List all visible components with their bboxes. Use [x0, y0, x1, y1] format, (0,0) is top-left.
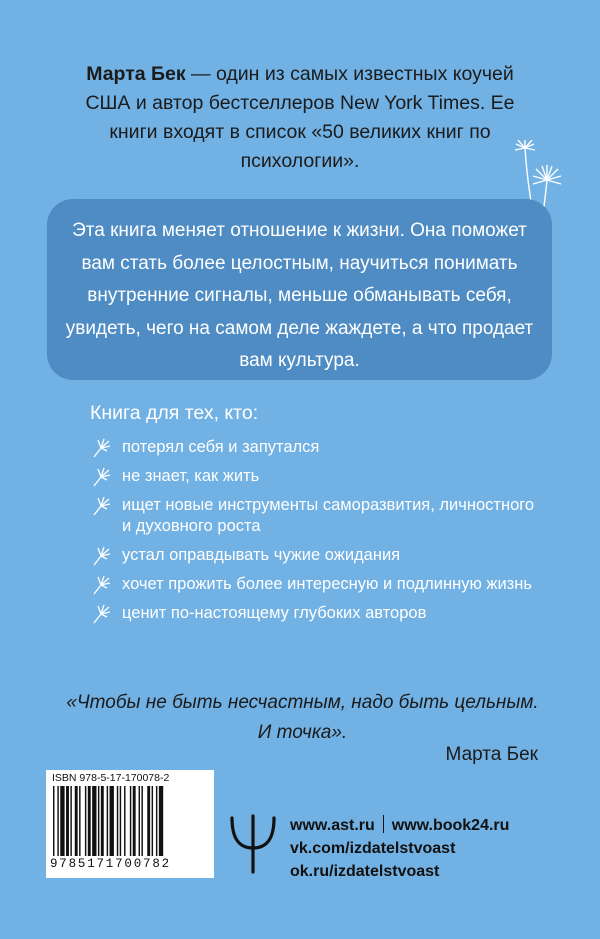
psi-logo-icon: [228, 812, 278, 874]
list-item: [90, 545, 540, 566]
barcode-icon: [50, 786, 210, 856]
barcode-bar: [92, 786, 96, 856]
barcode-bar: [60, 786, 64, 856]
barcode-bar: [85, 786, 86, 856]
dandelion-seed-icon: [90, 466, 112, 488]
quote-author: Марта Бек: [445, 744, 538, 765]
quote-line-2: И точка».: [257, 722, 348, 743]
list-item: [90, 495, 540, 537]
barcode-bar: [152, 786, 153, 856]
barcode-bar: [98, 786, 99, 856]
barcode-bar: [139, 786, 140, 856]
list-item: [90, 437, 540, 458]
barcode-bar: [107, 786, 108, 856]
list-item-text: ищет новые инструменты саморазвития, личностного и духовного роста: [122, 496, 535, 535]
list-item-text: хочет прожить более интересную и подлинную жизнь: [122, 575, 532, 593]
dandelion-seed-icon: [90, 545, 112, 567]
list-item-text: устал оправдывать чужие ожидания: [122, 546, 401, 564]
barcode-bar: [133, 786, 136, 856]
author-bio-text: — один из самых известных коучей США и автор бестселлеров New York Times. Ее книги входят в список «50 великих книг по психологии».: [85, 63, 515, 172]
audience-list: [90, 437, 540, 632]
list-item: [90, 603, 540, 624]
list-item: [90, 574, 540, 595]
link-book24[interactable]: www.book24.ru: [391, 817, 510, 834]
list-item-text: не знает, как жить: [122, 467, 260, 485]
dandelion-seed-icon: [90, 603, 112, 625]
barcode-bar: [124, 786, 125, 856]
list-item: [90, 466, 540, 487]
dandelion-seed-icon: [90, 574, 112, 596]
barcode-bar: [57, 786, 58, 856]
barcode-bar: [147, 786, 150, 856]
link-ast[interactable]: www.ast.ru: [290, 817, 375, 834]
barcode-block: [46, 770, 214, 878]
link-ok[interactable]: ok.ru/izdatelstvoast: [290, 863, 440, 880]
publisher-links: [290, 814, 509, 883]
author-name: Марта Бек: [86, 63, 186, 85]
ean-digits: 9785171700782: [50, 857, 171, 871]
barcode-bar: [66, 786, 69, 856]
barcode-bar: [75, 786, 78, 856]
barcode-bar: [79, 786, 80, 856]
dandelion-seed-icon: [90, 437, 112, 459]
barcode-bar: [120, 786, 121, 856]
quote-line-1: «Чтобы не быть несчастным, надо быть цельным.: [66, 692, 539, 713]
barcode-bar: [141, 786, 142, 856]
barcode-bar: [101, 786, 104, 856]
list-item-text: ценит по-настоящему глубоких авторов: [122, 604, 427, 622]
barcode-bar: [156, 786, 157, 856]
description-text: Эта книга меняет отношение к жизни. Она поможет вам стать более целостным, научиться понимать внутренние сигналы, меньше обманывать себя, увидеть, чего на самом деле жаждете, а что продает вам культура.: [65, 220, 534, 371]
barcode-bar: [159, 786, 163, 856]
barcode-bar: [110, 786, 114, 856]
isbn-label: ISBN 978-5-17-170078-2: [52, 772, 170, 784]
links-divider: [383, 815, 384, 833]
audience-heading: Книга для тех, кто:: [90, 402, 259, 424]
barcode-bar: [53, 786, 54, 856]
dandelion-seed-icon: [90, 495, 112, 517]
barcode-bar: [117, 786, 118, 856]
barcode-bar: [130, 786, 131, 856]
barcode-bar: [70, 786, 71, 856]
description-panel: [47, 199, 552, 380]
author-bio: [70, 60, 530, 176]
list-item-text: потерял себя и запутался: [122, 438, 320, 456]
quote: [60, 688, 545, 748]
barcode-bar: [88, 786, 91, 856]
link-vk[interactable]: vk.com/izdatelstvoast: [290, 840, 456, 857]
